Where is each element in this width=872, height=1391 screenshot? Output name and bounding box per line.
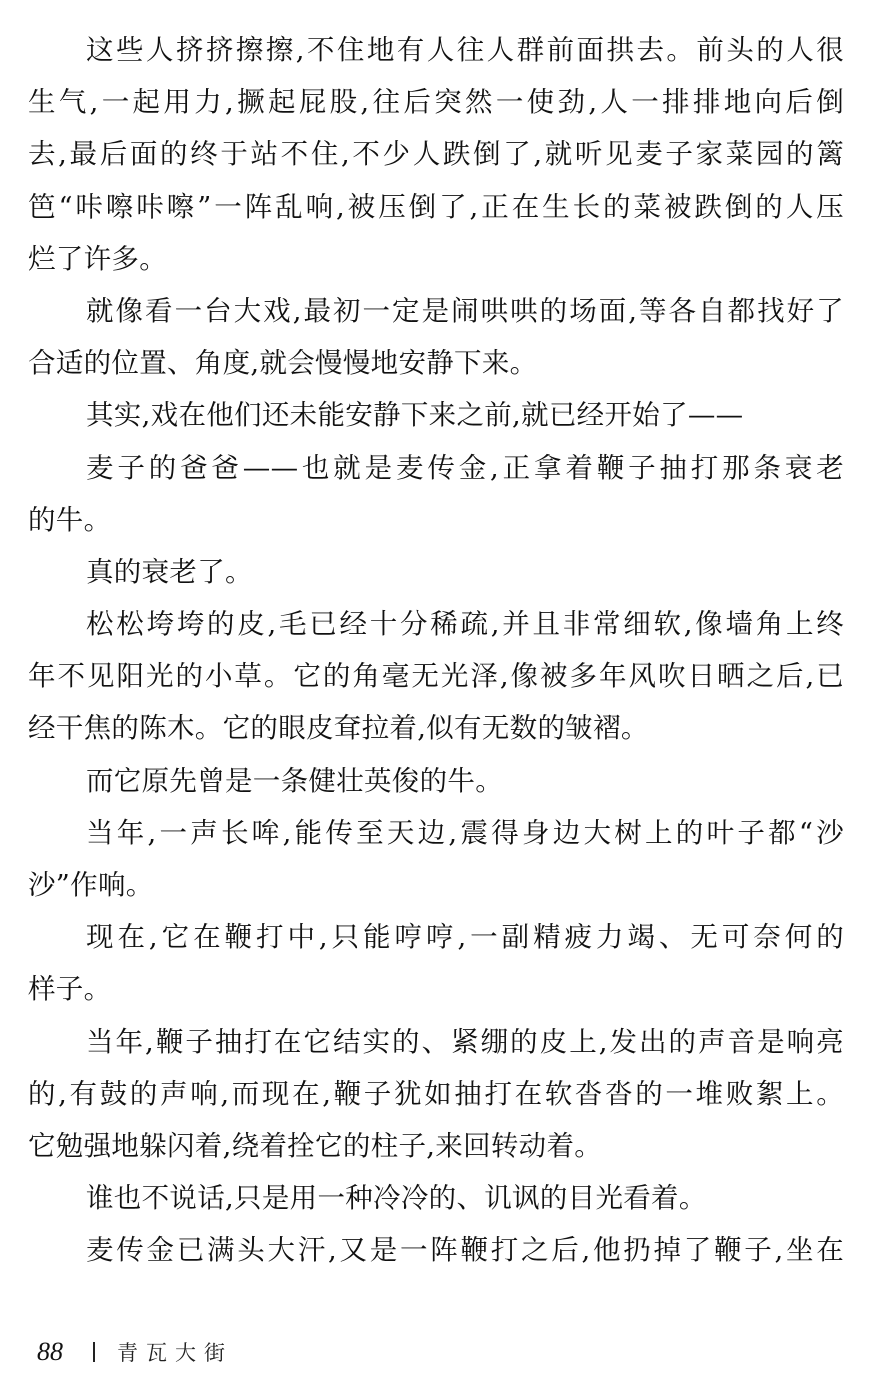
text-line: 的,有鼓的声响,而现在,鞭子犹如抽打在软沓沓的一堆败絮上。 (28, 1077, 844, 1110)
page-body (28, 24, 844, 1277)
text-line: 当年,一声长哞,能传至天边,震得身边大树上的叶子都“沙 (86, 816, 844, 849)
text-line: 笆“咔嚓咔嚓”一阵乱响,被压倒了,正在生长的菜被跌倒的人压 (28, 190, 844, 223)
text-line: 麦传金已满头大汗,又是一阵鞭打之后,他扔掉了鞭子,坐在 (86, 1234, 844, 1267)
text-line: 它勉强地躲闪着,绕着拴它的柱子,来回转动着。 (28, 1129, 603, 1162)
text-line: 就像看一台大戏,最初一定是闹哄哄的场面,等各自都找好了 (86, 294, 844, 327)
book-title: 青瓦大街 (117, 1341, 233, 1365)
text-line: 真的衰老了。 (86, 555, 253, 588)
text-line: 现在,它在鞭打中,只能哼哼,一副精疲力竭、无可奈何的 (86, 921, 844, 954)
text-line: 年不见阳光的小草。它的角毫无光泽,像被多年风吹日晒之后,已 (28, 660, 844, 693)
text-line: 其实,戏在他们还未能安静下来之前,就已经开始了—— (86, 399, 744, 432)
text-line: 谁也不说话,只是用一种冷冷的、讥讽的目光看着。 (86, 1182, 707, 1215)
text-line: 样子。 (28, 973, 112, 1006)
text-line: 烂了许多。 (28, 242, 167, 275)
text-line: 生气,一起用力,撅起屁股,往后突然一使劲,人一排排地向后倒 (28, 86, 844, 119)
page-number: 88 (37, 1337, 63, 1366)
footer-divider (93, 1342, 95, 1362)
text-line: 松松垮垮的皮,毛已经十分稀疏,并且非常细软,像墙角上终 (86, 608, 844, 641)
text-line: 这些人挤挤擦擦,不住地有人往人群前面拱去。前头的人很 (86, 34, 844, 66)
text-line: 合适的位置、角度,就会慢慢地安静下来。 (28, 347, 538, 380)
text-line: 而它原先曾是一条健壮英俊的牛。 (86, 764, 503, 797)
text-line: 的牛。 (28, 503, 112, 536)
text-line: 当年,鞭子抽打在它结实的、紧绷的皮上,发出的声音是响亮 (86, 1025, 844, 1058)
text-line: 去,最后面的终于站不住,不少人跌倒了,就听见麦子家菜园的篱 (28, 138, 844, 171)
page-footer (37, 1334, 233, 1370)
text-line: 经干焦的陈木。它的眼皮耷拉着,似有无数的皱褶。 (28, 712, 649, 745)
text-line: 沙”作响。 (28, 869, 154, 901)
text-line: 麦子的爸爸——也就是麦传金,正拿着鞭子抽打那条衰老 (86, 451, 844, 484)
